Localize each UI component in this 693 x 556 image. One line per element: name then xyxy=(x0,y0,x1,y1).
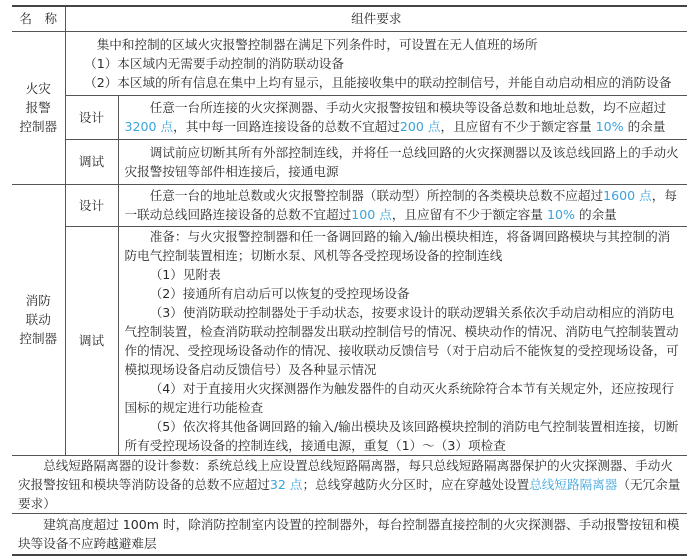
debug-step: 准备：与火灾报警控制器和任一备调回路的输入/输出模块相连，将备调回路模块与其控制的消防电气控制装置相连；切断水泵、风机等各受控现场设备的控制连线 xyxy=(124,228,671,263)
debug-text: 调试前应切断其所有外部控制连线，并将任一总线回路的火灾探测器以及该总线回路上的手动火灾报警按钮等部件相连接后，接通电源 xyxy=(124,144,679,179)
text: 任意一台的地址总数或火灾报警控制器（联动型）所控制的各类模块总数不应超过 xyxy=(149,188,604,203)
text: ，每一联动总线回路连接设备的总数不宜超过 xyxy=(124,188,677,222)
highlight-value: 100 点 xyxy=(351,207,392,222)
highlight-value: 10% xyxy=(546,207,575,222)
label-line: 火灾 xyxy=(25,81,51,96)
debug-label: 调试 xyxy=(65,226,118,455)
text: ，且应留有不少于额定容量 xyxy=(391,207,543,222)
text: 的余量 xyxy=(578,207,617,222)
fire-alarm-intro xyxy=(65,31,687,95)
label-line: 控制器 xyxy=(19,331,58,346)
isolator-row xyxy=(12,455,687,513)
label-line: 报警 xyxy=(25,100,51,115)
text: 的余量 xyxy=(627,119,666,134)
text: ，且应留有不少于额定容量 xyxy=(440,119,592,134)
isolator-note xyxy=(12,455,687,513)
highlight-value: 32 点 xyxy=(269,476,303,492)
label-line: 控制器 xyxy=(19,119,58,134)
debug-step: （1）见附表 xyxy=(149,266,221,282)
fire-alarm-design-row xyxy=(12,95,687,139)
condition-2: （2）本区域的所有信息在集中上均有显示，且能接收集中的联动控制信号，并能自动启动相应的消防设备 xyxy=(84,74,672,90)
text: ，其中每一回路连接设备的总数不宜超过 xyxy=(173,119,400,134)
linkage-design-row xyxy=(12,184,687,226)
design-label: 设计 xyxy=(65,95,118,139)
fire-alarm-debug xyxy=(118,139,687,184)
debug-label: 调试 xyxy=(65,139,118,184)
fire-alarm-debug-row xyxy=(12,139,687,184)
fire-alarm-design xyxy=(118,95,687,139)
fire-alarm-controller-label xyxy=(12,31,65,184)
text: ；总线穿越防火分区时，应在穿越处设置 xyxy=(302,476,530,492)
debug-step: （2）接通所有启动后可以恢复的受控现场设备 xyxy=(149,285,410,301)
header-row xyxy=(12,6,687,31)
header-requirements: 组件要求 xyxy=(65,6,687,31)
component-requirements-table xyxy=(12,5,687,556)
highrise-note xyxy=(12,513,687,555)
intro-text: 集中和控制的区域火灾报警控制器在满足下列条件时，可设置在无人值班的场所 xyxy=(96,36,538,52)
linkage-design xyxy=(118,184,687,226)
highlight-value: 1600 点 xyxy=(603,188,652,203)
highlight-value: 10% xyxy=(595,119,624,134)
text: 任意一台所连接的火灾探测器、手动火灾报警按钮和模块等设备总数和地址总数，均不应超过 xyxy=(149,100,667,115)
label-line: 消防 xyxy=(25,293,51,308)
debug-step: （5）依次将其他备调回路的输入/输出模块及该回路模块控制的消防电气控制装置相连接，切断所有受控现场设备的控制连线，接通电源，重复（1）～（3）项检查 xyxy=(124,418,679,453)
highlight-value: 总线短路隔离器 xyxy=(529,476,618,492)
text: 建筑高度超过 100m 时，除消防控制室内设置的控制器外，每台控制器直接控制的火灾探测器、手动报警按钮和模块等设备不应跨越避难层 xyxy=(18,516,680,551)
highlight-value: 200 点 xyxy=(399,119,441,134)
linkage-debug-row xyxy=(12,226,687,455)
text: 总线短路隔离器的设计参数：系统总线上应设置总线短路隔离器，每只总线短路隔离器保护的火灾探测器、手动火灾报警按钮和模块等消防设备的总数不应超过 xyxy=(18,457,673,492)
highrise-row xyxy=(12,513,687,555)
linkage-debug xyxy=(118,226,687,455)
linkage-controller-label xyxy=(12,184,65,455)
fire-alarm-intro-row xyxy=(12,31,687,95)
highlight-value: 3200 点 xyxy=(124,119,174,134)
design-label: 设计 xyxy=(65,184,118,226)
debug-step: （4）对于直接用火灾探测器作为触发器件的自动灭火系统除符合本节有关规定外，还应按现行国标的规定进行功能检查 xyxy=(124,380,675,415)
condition-1: （1）本区域内无需要手动控制的消防联动设备 xyxy=(84,55,344,71)
header-name: 名 称 xyxy=(12,6,65,31)
label-line: 联动 xyxy=(25,312,51,327)
text: （无冗余量要求） xyxy=(18,476,681,511)
debug-step: （3）使消防联动控制器处于手动状态，按要求设计的联动逻辑关系依次手动启动相应的消防电气控制装置，检查消防联动控制器发出联动控制信号的情况、模块动作的情况、消防电气控制装置动作的情况、受控现场设备动作的情况、接收联动反馈信号（对于启动后不能恢复的受控现场设备，可模拟现场设备启动反馈信号）及各种显示情况 xyxy=(124,304,679,377)
